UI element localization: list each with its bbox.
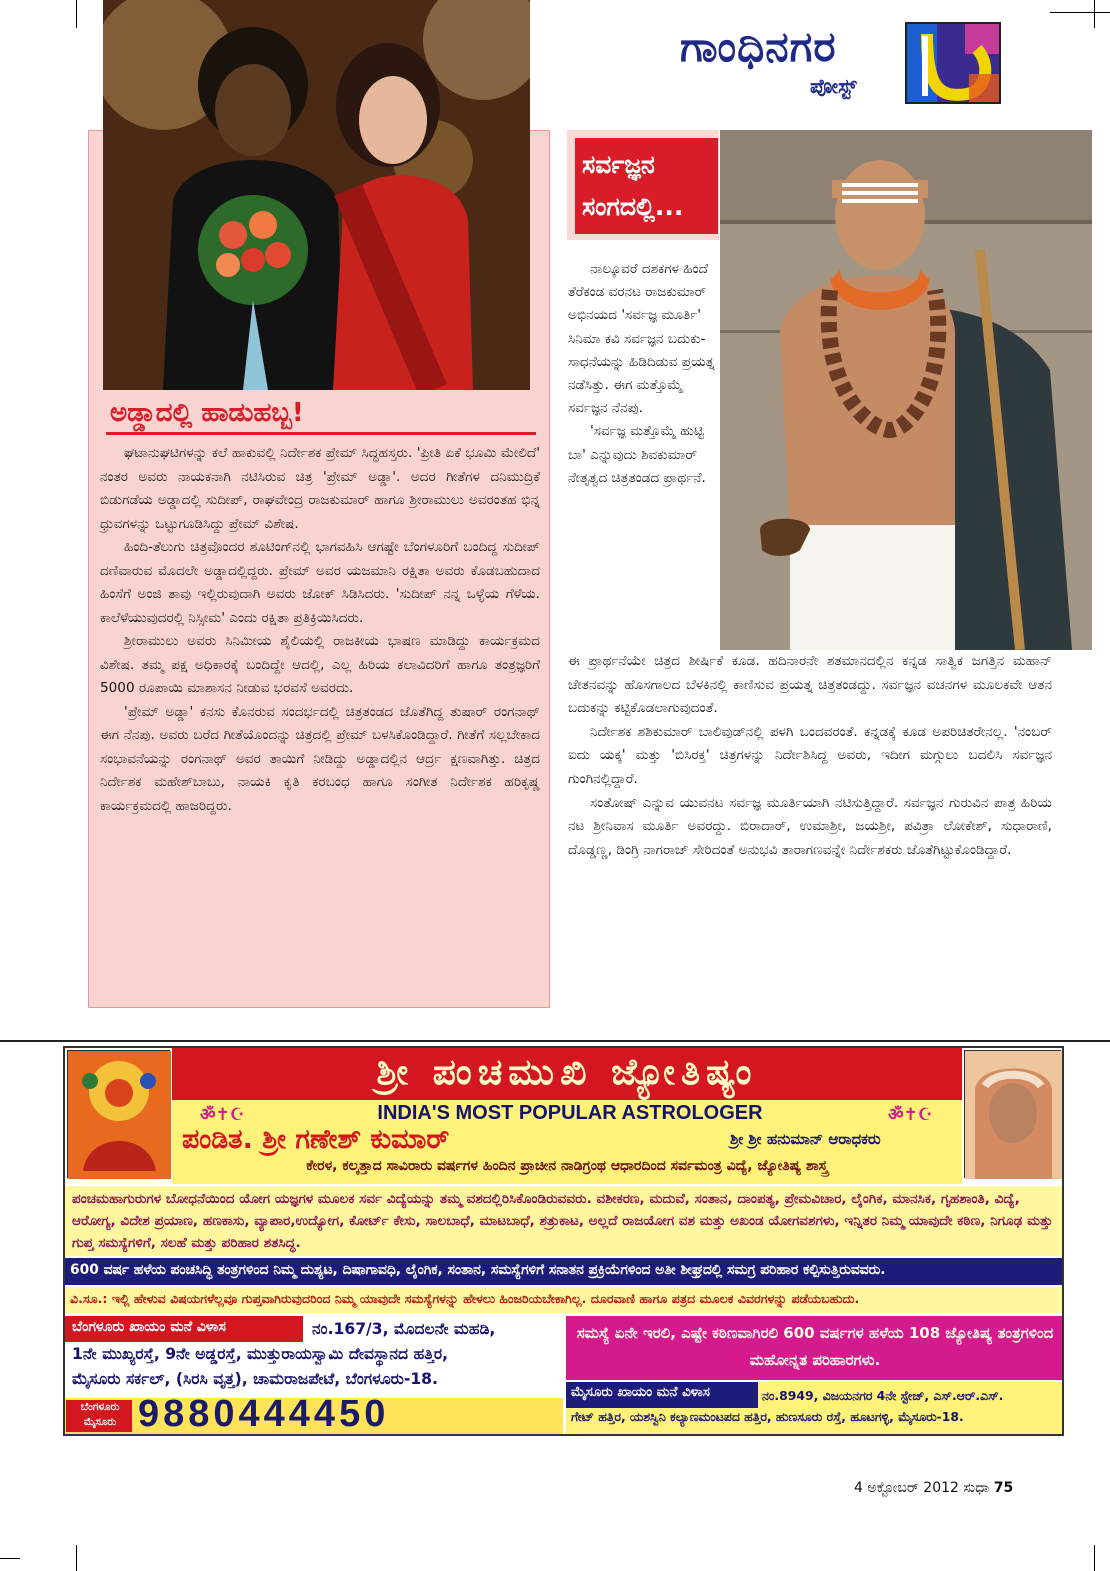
city-label: ಮೈಸೂರು — [83, 1416, 117, 1428]
sai-baba-image — [964, 1050, 1061, 1178]
left-article-heading: ಅಡ್ಡಾದಲ್ಲಿ ಹಾಡುಹಬ್ಬ! — [110, 398, 304, 428]
address-line: ಮೈಸೂರು ಸರ್ಕಲ್, (ಸಿರಸಿ ವೃತ್ತ), ಚಾಮರಾಜಪೇಟೆ, ಬೆಂಗಳೂರು-18. — [72, 1370, 438, 1388]
issue-date: 4 ಅಕ್ಟೋಬರ್ 2012 — [854, 1480, 959, 1496]
crop-mark — [76, 1545, 77, 1571]
mysuru-address-title: ಮೈಸೂರು ಖಾಯಂ ಮನೆ ವಿಳಾಸ — [571, 1385, 710, 1400]
address-line: ನಂ.167/3, ಮೊದಲನೇ ಮಹಡಿ, — [312, 1320, 496, 1338]
crop-mark — [1094, 1545, 1095, 1571]
ad-title: ಶ್ರೀ ಪಂಚಮುಖಿ ಜ್ಯೋತಿಷ್ಯಂ — [376, 1052, 758, 1093]
ad-promo-text: ಸಮಸ್ಯೆ ಏನೇ ಇರಲಿ, ಎಷ್ಟೇ ಕಠಿಣವಾಗಿರಲಿ 600 ವರ್ಷಗಳ ಹಳೆಯ 108 ಜ್ಯೋತಿಷ್ಯ ತಂತ್ರಗಳಿಂದ ಮಹೋನ್ನತ ಪರಿಹಾರಗಳು. — [576, 1324, 1054, 1369]
astrologer-name: ಪಂಡಿತ. ಶ್ರೀ ಗಣೇಶ್ ಕುಮಾರ್ — [182, 1124, 450, 1155]
page-number: 75 — [993, 1480, 1014, 1496]
paragraph: ನಿರ್ದೇಶಕ ಶಶಿಕುಮಾರ್ ಬಾಲಿವುಡ್‌ನಲ್ಲಿ ಪಳಗಿ ಬಂದವರಂತೆ. ಕನ್ನಡಕ್ಕೆ ಕೂಡ ಅಪರಿಚಿತರೇನಲ್ಲ. 'ನಂಬರ್ ಐದು ಯಕ್ಕ' ಮತ್ತು 'ಬಿಸಿರಕ್ತ' ಚಿತ್ರಗಳನ್ನು ನಿರ್ದೇಶಿಸಿದ್ದ ಅವರು, ಇದೀಗ ಮಗ್ಗುಲು ಬದಲಿಸಿ ಸರ್ವಜ್ಞನ ಗುಂಗಿನಲ್ಲಿದ್ದಾರೆ. — [568, 723, 1052, 787]
ad-highlight-text: 600 ವರ್ಷ ಹಳೆಯ ಪಂಚಸಿದ್ಧಿ ತಂತ್ರಗಳಿಂದ ನಿಮ್ಮ ದುಶ್ಯಟ, ದಿಷಾಗಾವಧಿ, ಲೈಂಗಿಕ, ಸಂತಾನ, ಸಮಸ್ಯೆಗಳಿಗೆ ಸನಾತನ ಪ್ರಕ್ರಿಯೆಗಳಿಂದ ಅತೀ ಶೀಘ್ರದಲ್ಲಿ ಸಮಗ್ರ ಪರಿಹಾರ ಕಲ್ಪಿಸುತ್ತಿರುವವರು. — [70, 1262, 886, 1278]
bengaluru-address — [72, 1317, 566, 1392]
paragraph: 'ಸರ್ವಜ್ಞ ಮತ್ತೊಮ್ಮೆ ಹುಟ್ಟಿ ಬಾ' ಎನ್ನುವುದು ಶಿವಕುಮಾರ್ ನೇತೃತ್ವದ ಚಿತ್ರತಂಡದ ಪ್ರಾರ್ಥನೆ. — [568, 423, 706, 486]
address-line: 1ನೇ ಮುಖ್ಯರಸ್ತೆ, 9ನೇ ಅಡ್ಡರಸ್ತೆ, ಮುತ್ತುರಾಯಸ್ವಾಮಿ ದೇವಸ್ಥಾನದ ಹತ್ತಿರ, — [72, 1345, 449, 1363]
saint-photo — [720, 130, 1092, 650]
ad-services-text: ಪಂಚಮಹಾಗುರುಗಳ ಬೋಧನೆಯಿಂದ ಯೋಗ ಯಜ್ಞಗಳ ಮೂಲಕ ಸರ್ವ ವಿದ್ಯೆಯನ್ನು ತಮ್ಮ ವಶದಲ್ಲಿರಿಸಿಕೊಂಡಿರುವವರು. ವಶೀಕರಣ, ಮದುವೆ, ಸಂತಾನ, ದಾಂಪತ್ಯ, ಪ್ರೇಮವಿಚಾರ, ಲೈಂಗಿಕ, ಮಾನಸಿಕ, ಗೃಹಶಾಂತಿ, ವಿದ್ಯೆ, ಆರೋಗ್ಯ, ವಿದೇಶ ಪ್ರಯಾಣ, ಹಣಕಾಸು, ವ್ಯಾಪಾರ,ಉದ್ಯೋಗ, ಕೋರ್ಟ್ ಕೇಸು, ಸಾಲಬಾಧೆ, ಮಾಟಬಾಧೆ, ಶತ್ರುಕಾಟ, ಅಲ್ಲದೆ ರಾಜಯೋಗ ವಶ ಮತ್ತು ಅಖಂಡ ಯೋಗವಶಗಳು, ಇನ್ನಿತರ ನಿಮ್ಮ ಯಾವುದೇ ಕಠಿಣ, ನಿಗೂಢ ಮತ್ತು ಗುಪ್ತ ಸಮಸ್ಯೆಗಳಿಗೆ, ಸಲಹೆ ಮತ್ತು ಪರಿಹಾರ ಶತಸಿದ್ಧ. — [72, 1191, 1053, 1251]
mysuru-address-line: ಗೇಟ್ ಹತ್ತಿರ, ಯಶಸ್ವಿನಿ ಕಲ್ಯಾಣಮಂಟಪದ ಹತ್ತಿರ, ಹುಣಸೂರು ರಸ್ತೆ, ಹೂಟಗಳ್ಳಿ, ಮೈಸೂರು-18. — [571, 1409, 964, 1424]
section-logo — [905, 22, 1001, 104]
ad-intro-line: ಕೇರಳ, ಕಲ್ಕತ್ತಾದ ಸಾವಿರಾರು ವರ್ಷಗಳ ಹಿಂದಿನ ಪ್ರಾಚೀನ ನಾಡಿಗ್ರಂಥ ಆಧಾರದಿಂದ ಸರ್ವಮಂತ್ರ ವಿದ್ಯೆ, ಜ್ಯೋತಿಷ್ಯ ಶಾಸ್ತ್ರ — [306, 1158, 828, 1174]
paragraph: ಶ್ರೀರಾಮುಲು ಅವರು ಸಿನಿಮೀಯ ಶೈಲಿಯಲ್ಲಿ ರಾಜಕೀಯ ಭಾಷಣ ಮಾಡಿದ್ದು ಕಾರ್ಯಕ್ರಮದ ವಿಶೇಷ. ತಮ್ಮ ಪಕ್ಷ ಅಧಿಕಾರಕ್ಕೆ ಬಂದಿದ್ದೇ ಆದಲ್ಲಿ, ಎಲ್ಲ ಹಿರಿಯ ಕಲಾವಿದರಿಗೆ ಹಾಗೂ ತಂತ್ರಜ್ಞರಿಗೆ 5000 ರೂಪಾಯಿ ಮಾಶಾಸನ ನೀಡುವ ಭರವಸೆ ಅವರದು. — [100, 633, 540, 696]
heading-divider — [106, 432, 536, 435]
paragraph: 'ಪ್ರೇಮ್ ಅಡ್ಡಾ' ಕನಸು ಕೊನರುವ ಸಂದರ್ಭದಲ್ಲಿ ಚಿತ್ರತಂಡದ ಜೊತೆಗಿದ್ದ ತುಷಾರ್ ರಂಗನಾಥ್ ಈಗ ನೆನಪು. ಅವರು ಬರೆದ ಗೀತೆಯೊಂದನ್ನು ಚಿತ್ರದಲ್ಲಿ ಪ್ರೇಮ್ ಬಳಸಿಕೊಂಡಿದ್ದಾರೆ. ಗೀತೆಗೆ ಸಲ್ಲಬೇಕಾದ ಸಂಭಾವನೆಯನ್ನು ರಂಗನಾಥ್ ಅವರ ತಾಯಿಗೆ ನೀಡಿದ್ದು ಅಡ್ಡಾದಲ್ಲಿನ ಆರ್ದ್ರ ಕ್ಷಣವಾಗಿತ್ತು. ಚಿತ್ರದ ನಿರ್ದೇಶಕ ಮಹೇಶ್‌ಬಾಬು, ನಾಯಕಿ ಕೃತಿ ಕರಬಂಧ ಹಾಗೂ ಸಂಗೀತ ನಿರ್ದೇಶಕ ಹರಿಕೃಷ್ಣ ಕಾರ್ಯಕ್ರಮದಲ್ಲಿ ಹಾಜರಿದ್ದರು. — [100, 703, 540, 814]
paragraph: ಈ ಪ್ರಾರ್ಥನೆಯೇ ಚಿತ್ರದ ಶೀರ್ಷಿಕೆ ಕೂಡ. ಹದಿನಾರನೇ ಶತಮಾನದಲ್ಲಿನ ಕನ್ನಡ ಸಾತ್ವಿಕ ಜಗತ್ತಿನ ಮಹಾನ್ ಚೇತನವನ್ನು ಹೊಸಗಾಲದ ಬೆಳಕಿನಲ್ಲಿ ಕಾಣಿಸುವ ಪ್ರಯತ್ನ ಚಿತ್ರತಂಡದ್ದು. ಸರ್ವಜ್ಞನ ವಚನಗಳ ಮೂಲಕವೇ ಆತನ ಬದುಕನ್ನು ಕಟ್ಟಿಕೊಡಲಾಗುವುದಂತೆ. — [568, 653, 1052, 717]
section-subtitle: ಪೋಸ್ಟ್ — [810, 74, 857, 98]
astrologer-title: ಶ್ರೀ ಶ್ರೀ ಹನುಮಾನ್ ಆರಾಧಕರು — [730, 1130, 881, 1148]
religious-symbols-icon: ॐ✝☪ — [888, 1105, 933, 1125]
right-article-body — [568, 650, 1052, 862]
hanuman-image — [67, 1050, 170, 1178]
paragraph: ಸಂತೋಷ್ ಎನ್ನುವ ಯುವನಟ ಸರ್ವಜ್ಞ ಮೂರ್ತಿಯಾಗಿ ನಟಿಸುತ್ತಿದ್ದಾರೆ. ಸರ್ವಜ್ಞನ ಗುರುವಿನ ಪಾತ್ರ ಹಿರಿಯ ನಟ ಶ್ರೀನಿವಾಸ ಮೂರ್ತಿ ಅವರದ್ದು. ಬಿರಾದಾರ್, ಉಮಾಶ್ರೀ, ಜಯಶ್ರೀ, ಪವಿತ್ರಾ ಲೋಕೇಶ್, ಸುಧಾರಾಣಿ, ದೊಡ್ಡಣ್ಣ, ಡಿಂಗ್ರಿ ನಾಗರಾಜ್ ಸೇರಿದಂತೆ ಅನುಭವಿ ತಾರಾಗಣವನ್ನೇ ನಿರ್ದೇಶಕರು ಜೊತೆಗಿಟ್ಟುಕೊಂಡಿದ್ದಾರೆ. — [568, 794, 1052, 858]
event-photo — [103, 0, 530, 390]
heading-line: ಸಂಗದಲ್ಲಿ... — [582, 192, 684, 221]
phone-cities — [68, 1400, 132, 1430]
mysuru-address-line: ನಂ.8949, ವಿಜಯನಗರ 4ನೇ ಸ್ಟೇಜ್, ಎಸ್.ಆರ್.ಎಸ್. — [762, 1388, 1004, 1403]
heading-line: ಸರ್ವಜ್ಞನ — [582, 150, 655, 179]
right-article-heading — [582, 144, 717, 228]
ad-note: ವಿ.ಸೂ.: ಇಲ್ಲಿ ಹೇಳುವ ವಿಷಯಗಳೆಲ್ಲವೂ ಗುಪ್ತವಾಗಿರುವುದರಿಂದ ನಿಮ್ಮ ಯಾವುದೇ ಸಮಸ್ಯೆಗಳನ್ನು ಹೇಳಲು ಹಿಂಜರಿಯಬೇಕಾಗಿಲ್ಲ. ದೂರವಾಣಿ ಹಾಗೂ ಪತ್ರದ ಮೂಲಕ ವಿವರಗಳನ್ನು ಪಡೆಯಬಹುದು. — [70, 1291, 860, 1306]
left-article-body — [100, 442, 540, 818]
bengaluru-address-title: ಬೆಂಗಳೂರು ಖಾಯಂ ಮನೆ ವಿಳಾಸ — [72, 1319, 226, 1335]
right-article-intro — [568, 258, 718, 490]
paragraph: ಘಟಾನುಘಟಿಗಳನ್ನು ಕಲೆ ಹಾಕುವಲ್ಲಿ ನಿರ್ದೇಶಕ ಪ್ರೇಮ್ ಸಿದ್ಧಹಸ್ತರು. 'ಪ್ರೀತಿ ಏಕೆ ಭೂಮಿ ಮೇಲಿದೆ' ನಂತರ ಅವರು ನಾಯಕನಾಗಿ ನಟಿಸಿರುವ ಚಿತ್ರ 'ಪ್ರೇಮ್ ಅಡ್ಡಾ'. ಅದರ ಗೀತೆಗಳ ದನಿಮುದ್ರಿಕೆ ಬಿಡುಗಡೆಯ ಅಡ್ಡಾದಲ್ಲಿ ಸುದೀಪ್, ರಾಘವೇಂದ್ರ ರಾಜಕುಮಾರ್ ಹಾಗೂ ಶ್ರೀರಾಮುಲು ಅವರಂತಹ ಭಿನ್ನ ಧ್ರುವಗಳನ್ನು ಒಟ್ಟುಗೂಡಿಸಿದ್ದು ಪ್ರೇಮ್ ವಿಶೇಷ. — [100, 445, 540, 532]
section-divider — [0, 1040, 1110, 1042]
city-label: ಬೆಂಗಳೂರು — [80, 1401, 120, 1413]
ad-tagline: INDIA'S MOST POPULAR ASTROLOGER — [377, 1102, 763, 1124]
religious-symbols-icon: ॐ✝☪ — [200, 1105, 245, 1125]
phone-number: 9880444450 — [138, 1393, 390, 1435]
crop-mark — [0, 1558, 20, 1559]
page-footer — [854, 1480, 1013, 1496]
crop-mark — [1094, 0, 1095, 28]
crop-mark — [1050, 12, 1110, 13]
magazine-name: ಸುಧಾ — [963, 1480, 990, 1496]
section-title: ಗಾಂಧಿನಗರ — [680, 22, 837, 71]
crop-mark — [76, 0, 77, 28]
paragraph: ಹಿಂದಿ-ತೆಲುಗು ಚಿತ್ರವೊಂದರ ಶೂಟಿಂಗ್‌ನಲ್ಲಿ ಭಾಗವಹಿಸಿ ಆಗಷ್ಟೇ ಬೆಂಗಳೂರಿಗೆ ಬಂದಿದ್ದ ಸುದೀಪ್ ದಣಿವಾರುವ ಮೊದಲೇ ಅಡ್ಡಾದಲ್ಲಿದ್ದರು. ಪ್ರೇಮ್ ಅವರ ಯಜಮಾನಿ ರಕ್ಷಿತಾ ಅವರು ಕೊಡಬಹುದಾದ ಹಿಂಸೆಗೆ ಅಂಜಿ ತಾವು ಇಲ್ಲಿರುವುದಾಗಿ ಅವರು ಜೋಕ್ ಸಿಡಿಸಿದರು. 'ಸುದೀಪ್ ನನ್ನ ಒಳ್ಳೆಯ ಗೆಳೆಯ. ಕಾಲೆಳೆಯುವುದರಲ್ಲಿ ನಿಸ್ಸೀಮ' ಎಂದು ರಕ್ಷಿತಾ ಪ್ರತಿಕ್ರಿಯಿಸಿದರು. — [100, 539, 540, 626]
paragraph: ನಾಲ್ಕೂವರೆ ದಶಕಗಳ ಹಿಂದೆ ತೆರೆಕಂಡ ವರನಟ ರಾಜಕುಮಾರ್ ಅಭಿನಯದ 'ಸರ್ವಜ್ಞ ಮೂರ್ತಿ' ಸಿನಿಮಾ ಕವಿ ಸರ್ವಜ್ಞನ ಬದುಕು-ಸಾಧನೆಯನ್ನು ಹಿಡಿದಿಡುವ ಪ್ರಯತ್ನ ನಡೆಸಿತ್ತು. ಈಗ ಮತ್ತೊಮ್ಮೆ ಸರ್ವಜ್ಞನ ನೆನಪು. — [568, 261, 715, 417]
